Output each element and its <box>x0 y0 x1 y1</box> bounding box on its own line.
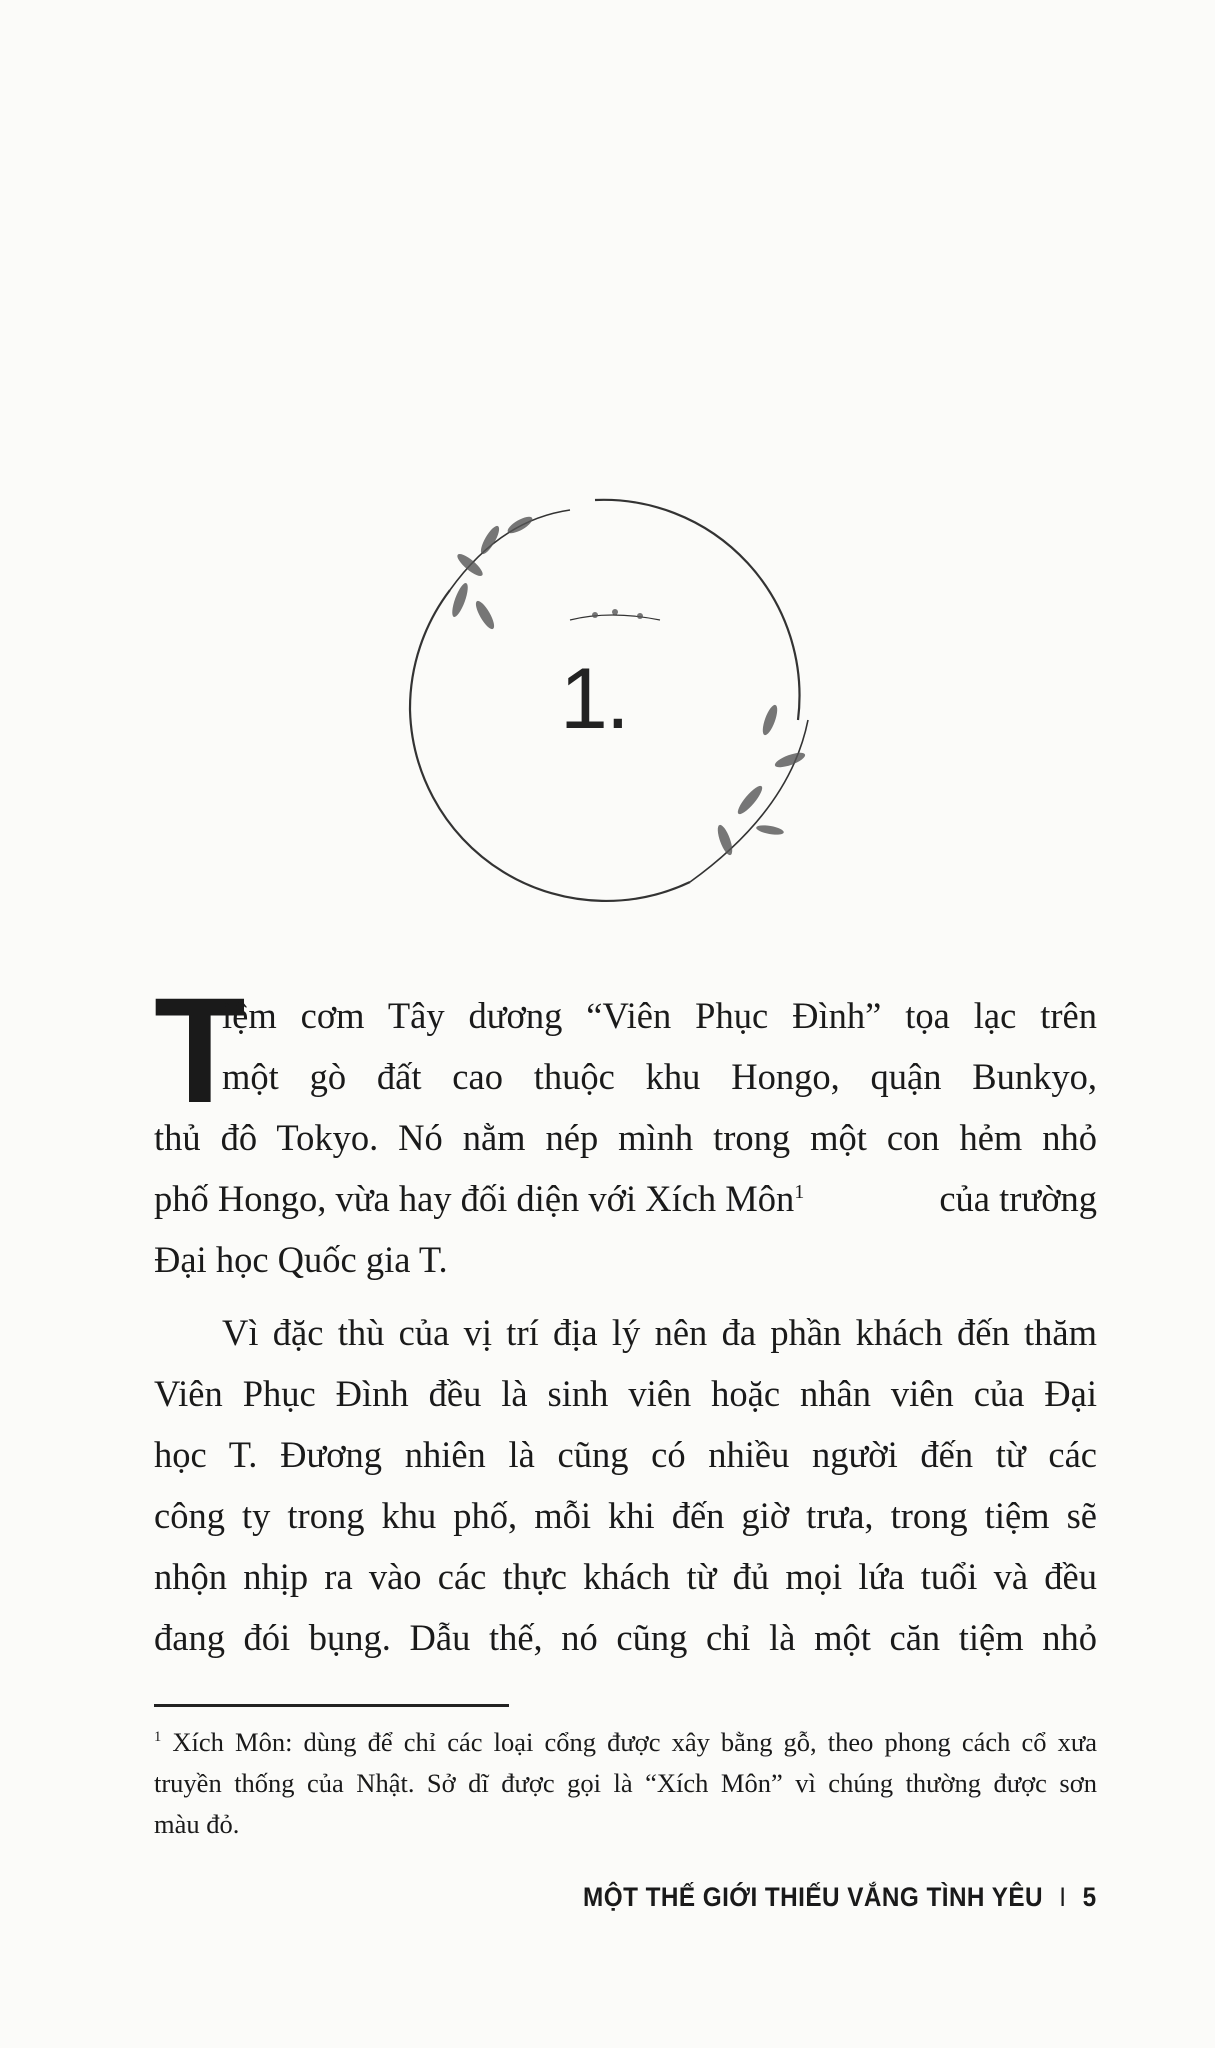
chapter-number: 1. <box>560 651 628 747</box>
text-line: iệm cơm Tây dương “Viên Phục Đình” tọa lạc trên <box>222 995 1097 1036</box>
text-segment: Xích Môn: dùng để chỉ các loại cổng được xây bằng gỗ, theo phong cách cổ xưa <box>161 1727 1097 1757</box>
book-title: MỘT THẾ GIỚI THIẾU VẮNG TÌNH YÊU <box>583 1882 1044 1912</box>
text-line: truyền thống của Nhật. Sở dĩ được gọi là “Xích Môn” vì chúng thường được sơn <box>154 1768 1097 1798</box>
footnote-marker: 1 <box>154 1729 162 1746</box>
text-line: một gò đất cao thuộc khu Hongo, quận Bunkyo, <box>222 1056 1097 1097</box>
running-header <box>583 1882 1097 1913</box>
text-line: màu đỏ. <box>154 1809 240 1839</box>
text-line: Vì đặc thù của vị trí địa lý nên đa phần khách đến thăm <box>222 1312 1097 1353</box>
text-line: Viên Phục Đình đều là sinh viên hoặc nhân viên của Đại <box>154 1373 1097 1414</box>
paragraph-2 <box>154 1302 1097 1668</box>
text-segment: của trường <box>939 1178 1097 1219</box>
text-line <box>154 1168 1097 1229</box>
text-line: công ty trong khu phố, mỗi khi đến giờ trưa, trong tiệm sẽ <box>154 1495 1097 1536</box>
footnote <box>154 1722 1097 1845</box>
paragraph-1 <box>154 966 1097 1290</box>
text-line: thủ đô Tokyo. Nó nằm nép mình trong một con hẻm nhỏ <box>154 1117 1097 1158</box>
page-number: 5 <box>1083 1882 1097 1912</box>
drop-cap: T <box>154 966 246 1134</box>
text-line: học T. Đương nhiên là cũng có nhiều người đến từ các <box>154 1434 1097 1475</box>
text-segment: phố Hongo, vừa hay đối diện với Xích Môn <box>154 1178 795 1219</box>
separator: I <box>1059 1882 1067 1912</box>
footnote-ref[interactable]: 1 <box>794 1180 805 1203</box>
text-line: Đại học Quốc gia T. <box>154 1239 448 1280</box>
text-line: nhộn nhịp ra vào các thực khách từ đủ mọi lứa tuổi và đều <box>154 1556 1097 1597</box>
text-line: đang đói bụng. Dẫu thế, nó cũng chỉ là một căn tiệm nhỏ <box>154 1617 1097 1658</box>
footnote-divider <box>154 1704 509 1707</box>
